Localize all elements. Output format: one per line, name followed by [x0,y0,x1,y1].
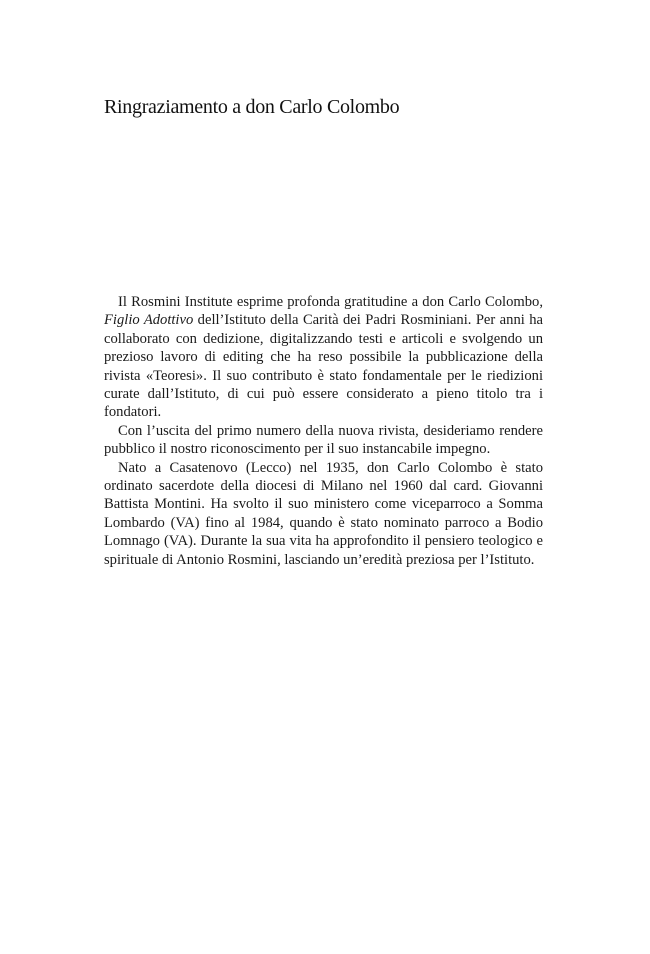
page-title: Ringraziamento a don Carlo Colombo [104,96,400,118]
paragraph-1-text-end: dell’Istituto della Carità dei Padri Rosminiani. Per anni ha collaborato con dedizione, digitalizzando testi e articoli e svolgendo un prezioso lavoro di editing che ha reso possibile la pubblicazione della rivista «Teoresi». Il suo contributo è stato fondamentale per le riedizioni curate dall’Istituto, di cui può essere considerato a pieno titolo tra i fondatori. [104,312,543,421]
body-text [104,293,543,569]
paragraph-1 [104,293,543,422]
paragraph-3: Nato a Casatenovo (Lecco) nel 1935, don Carlo Colombo è stato ordinato sacerdote della diocesi di Milano nel 1960 dal card. Giovanni Battista Montini. Ha svolto il suo ministero come viceparroco a Somma Lombardo (VA) fino al 1984, quando è stato nominato parroco a Bodio Lomnago (VA). Durante la sua vita ha approfondito il pensiero teologico e spirituale di Antonio Rosmini, lasciando un’eredità preziosa per l’Istituto. [104,459,543,568]
paragraph-1-text-start: Il Rosmini Institute esprime profonda gratitudine a don Carlo Colombo, [118,294,543,310]
paragraph-1-italic-title: Figlio Adottivo [104,312,194,329]
paragraph-2: Con l’uscita del primo numero della nuova rivista, desideriamo rendere pubblico il nostro riconoscimento per il suo instancabile impegno. [104,422,543,458]
